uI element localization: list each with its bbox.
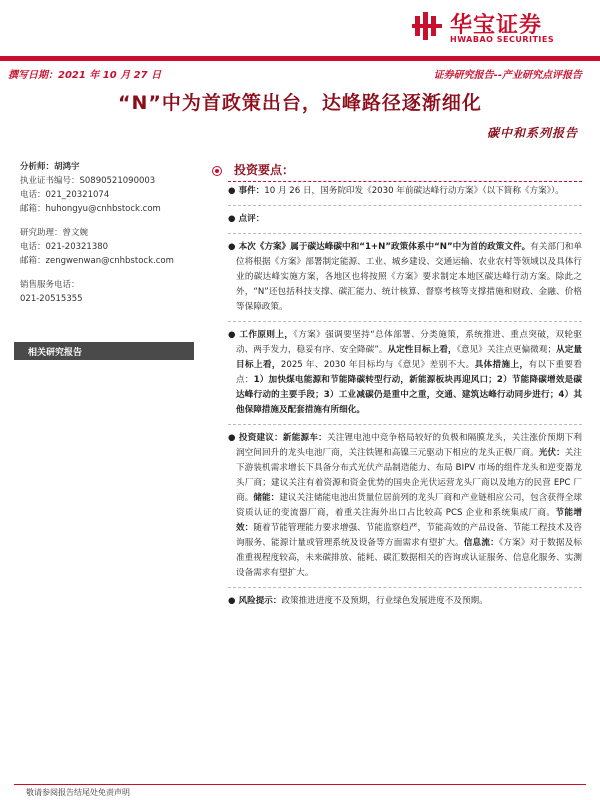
report-date: 撰写日期：2021 年 10 月 27 日 bbox=[8, 70, 162, 81]
efficiency-text: 随着节能管理能力要求增强、节能监察趋严，节能高效的产品设备、节能工程技术及咨询服务、能源计量或管理系统及设备等方面需求有望扩大。 bbox=[236, 523, 582, 548]
brand-name-en: HWABAO SECURITIES bbox=[450, 35, 555, 44]
bullet-icon: ● bbox=[228, 330, 240, 340]
header-rule bbox=[0, 56, 600, 61]
principle-bold-3: 从定量目标上看， bbox=[236, 345, 582, 370]
assistant-name: 研究助理：曾文婉 bbox=[20, 228, 89, 238]
bullet-icon: ● bbox=[228, 214, 239, 224]
footer-rule bbox=[14, 784, 586, 785]
efficiency-label: 节能增效： bbox=[236, 508, 582, 533]
divider bbox=[228, 321, 582, 322]
analyst-phone: 电话：021_20321074 bbox=[20, 190, 110, 200]
assistant-email[interactable]: 邮箱：zengwenwan@cnhbstock.com bbox=[20, 256, 174, 266]
investment-label: 投资建议： bbox=[238, 433, 283, 443]
page-title: “N”中为首政策出台，达峰路径逐渐细化 bbox=[118, 92, 482, 114]
analyst-cert: 执业证书编号：S0890521090003 bbox=[20, 176, 156, 186]
divider bbox=[228, 205, 582, 206]
bullet-icon: ● bbox=[228, 186, 239, 196]
bullet-icon: ● bbox=[228, 596, 239, 606]
ev-label: 新能源车： bbox=[282, 433, 327, 443]
pv-label: 光伏： bbox=[538, 448, 565, 458]
bullet-icon: ● bbox=[228, 242, 239, 252]
principle-bold-2: 从定性目标上看， bbox=[387, 345, 457, 355]
divider bbox=[228, 233, 582, 234]
principle-text-2: 《意见》关注点更偏微观； bbox=[456, 345, 557, 355]
policy-paragraph bbox=[228, 240, 582, 315]
principle-text-3: 2025 年、2030 年目标均与《意见》差别不大。 bbox=[280, 360, 475, 370]
series-title: 碳中和系列报告 bbox=[486, 126, 578, 140]
policy-text: 有关部门和单位将根据《方案》部署制定能源、工业、城乡建设、交通运输、农业农村等领域以及具体行业的碳达峰实施方案，各地区也将按照《方案》要求制定本地区碳达峰行动方案。除此之外，“N”还包括科技支撑、碳汇能力、统计核算、督察考核等支撑措施和财政、金融、价格等保障政策。 bbox=[236, 242, 582, 312]
analyst-sidebar bbox=[20, 160, 200, 306]
analyst-name: 分析师：胡鸿宇 bbox=[20, 162, 80, 172]
hwabao-logo-icon bbox=[412, 10, 444, 42]
investment-paragraph bbox=[228, 431, 582, 581]
risk-label: 风险提示： bbox=[238, 596, 282, 606]
divider bbox=[228, 587, 582, 588]
info-text: 《方案》对于数据及标准重视程度较高，未来碳排放、能耗、碳汇数据相关的咨询或认证服务、信息化服务、实测设备需求有望扩大。 bbox=[236, 538, 582, 578]
principle-paragraph bbox=[228, 328, 582, 418]
brand-logo bbox=[412, 8, 582, 48]
info-label: 信息流： bbox=[463, 538, 499, 548]
target-bullet-icon bbox=[212, 166, 222, 176]
divider bbox=[228, 424, 582, 425]
comment-label: 点评： bbox=[238, 214, 265, 224]
event-paragraph bbox=[228, 184, 582, 199]
principle-bold-5: 1）加快煤电能源和节能降碳转型行动，新能源板块再迎风口；2）节能降碳增效是碳达峰行动的主要手段；3）工业减碳仍是重中之重，交通、建筑达峰行动同步进行；4）其他保障措施及配套措施有所细化。 bbox=[236, 375, 582, 415]
bullet-icon: ● bbox=[228, 433, 239, 443]
storage-text: 建议关注储能电池出货量位居前列的龙头厂商和产业链相应公司，包含获得全球资质认证的变流器厂商，着重关注海外出口占比较高 PCS 企业和系统集成厂商。 bbox=[236, 493, 582, 518]
principle-bold-4: 具体措施上， bbox=[474, 360, 529, 370]
risk-text: 政策推进进度不及预期，行业绿色发展进度不及预期。 bbox=[281, 596, 488, 606]
sales-phone: 021-20515355 bbox=[20, 294, 83, 304]
principle-text-1: 《方案》强调要坚持“总体部署、分类施策，系统推进、重点突破，双轮驱动、两手发力，稳妥有序、安全降碳”。 bbox=[236, 330, 582, 355]
analyst-email[interactable]: 邮箱：huhongyu@cnhbstock.com bbox=[20, 204, 161, 214]
disclaimer-footer: 敬请参阅报告结尾处免责声明 bbox=[26, 788, 130, 797]
related-reports-header: 相关研究报告 bbox=[14, 342, 194, 360]
pv-text: 关注下游装机需求增长下具备分布式光伏产品制造能力、布局 BIPV 市场的组件龙头和逆变器龙头厂商；建议关注有着资源和资金优势的国央企光伏运营龙头厂商以及地方的民营 EPC 厂商。 bbox=[236, 448, 582, 503]
event-label: 事件： bbox=[238, 186, 265, 196]
key-points-heading bbox=[228, 163, 582, 178]
event-text: 10 月 26 日，国务院印发《2030 年前碳达峰行动方案》（以下简称《方案》）。 bbox=[264, 186, 564, 196]
sales-label: 销售服务电话： bbox=[20, 280, 80, 290]
main-content bbox=[228, 163, 582, 609]
assistant-phone: 电话：021-20321380 bbox=[20, 242, 109, 252]
storage-label: 储能： bbox=[253, 493, 280, 503]
principle-bold-1: 工作原则上， bbox=[239, 330, 294, 340]
risk-paragraph bbox=[228, 594, 582, 609]
key-points-title: 投资要点： bbox=[234, 163, 295, 177]
principle-text-4: 有以下重要看点： bbox=[236, 360, 582, 385]
brand-name-cn: 华宝证券 bbox=[450, 13, 543, 38]
key-points-rule bbox=[228, 181, 582, 182]
comment-paragraph bbox=[228, 212, 582, 227]
report-type: 证券研究报告--产业研究点评报告 bbox=[433, 70, 582, 81]
ev-text: 关注锂电池中竞争格局较好的负极和隔膜龙头，关注涨价预期下利润空间回升的龙头电池厂商，关注铁锂和高镍三元驱动下相应的龙头正极厂商。 bbox=[236, 433, 582, 458]
policy-bold: 本次《方案》属于碳达峰碳中和“1+N”政策体系中“N”中为首的政策文件。 bbox=[238, 242, 531, 252]
